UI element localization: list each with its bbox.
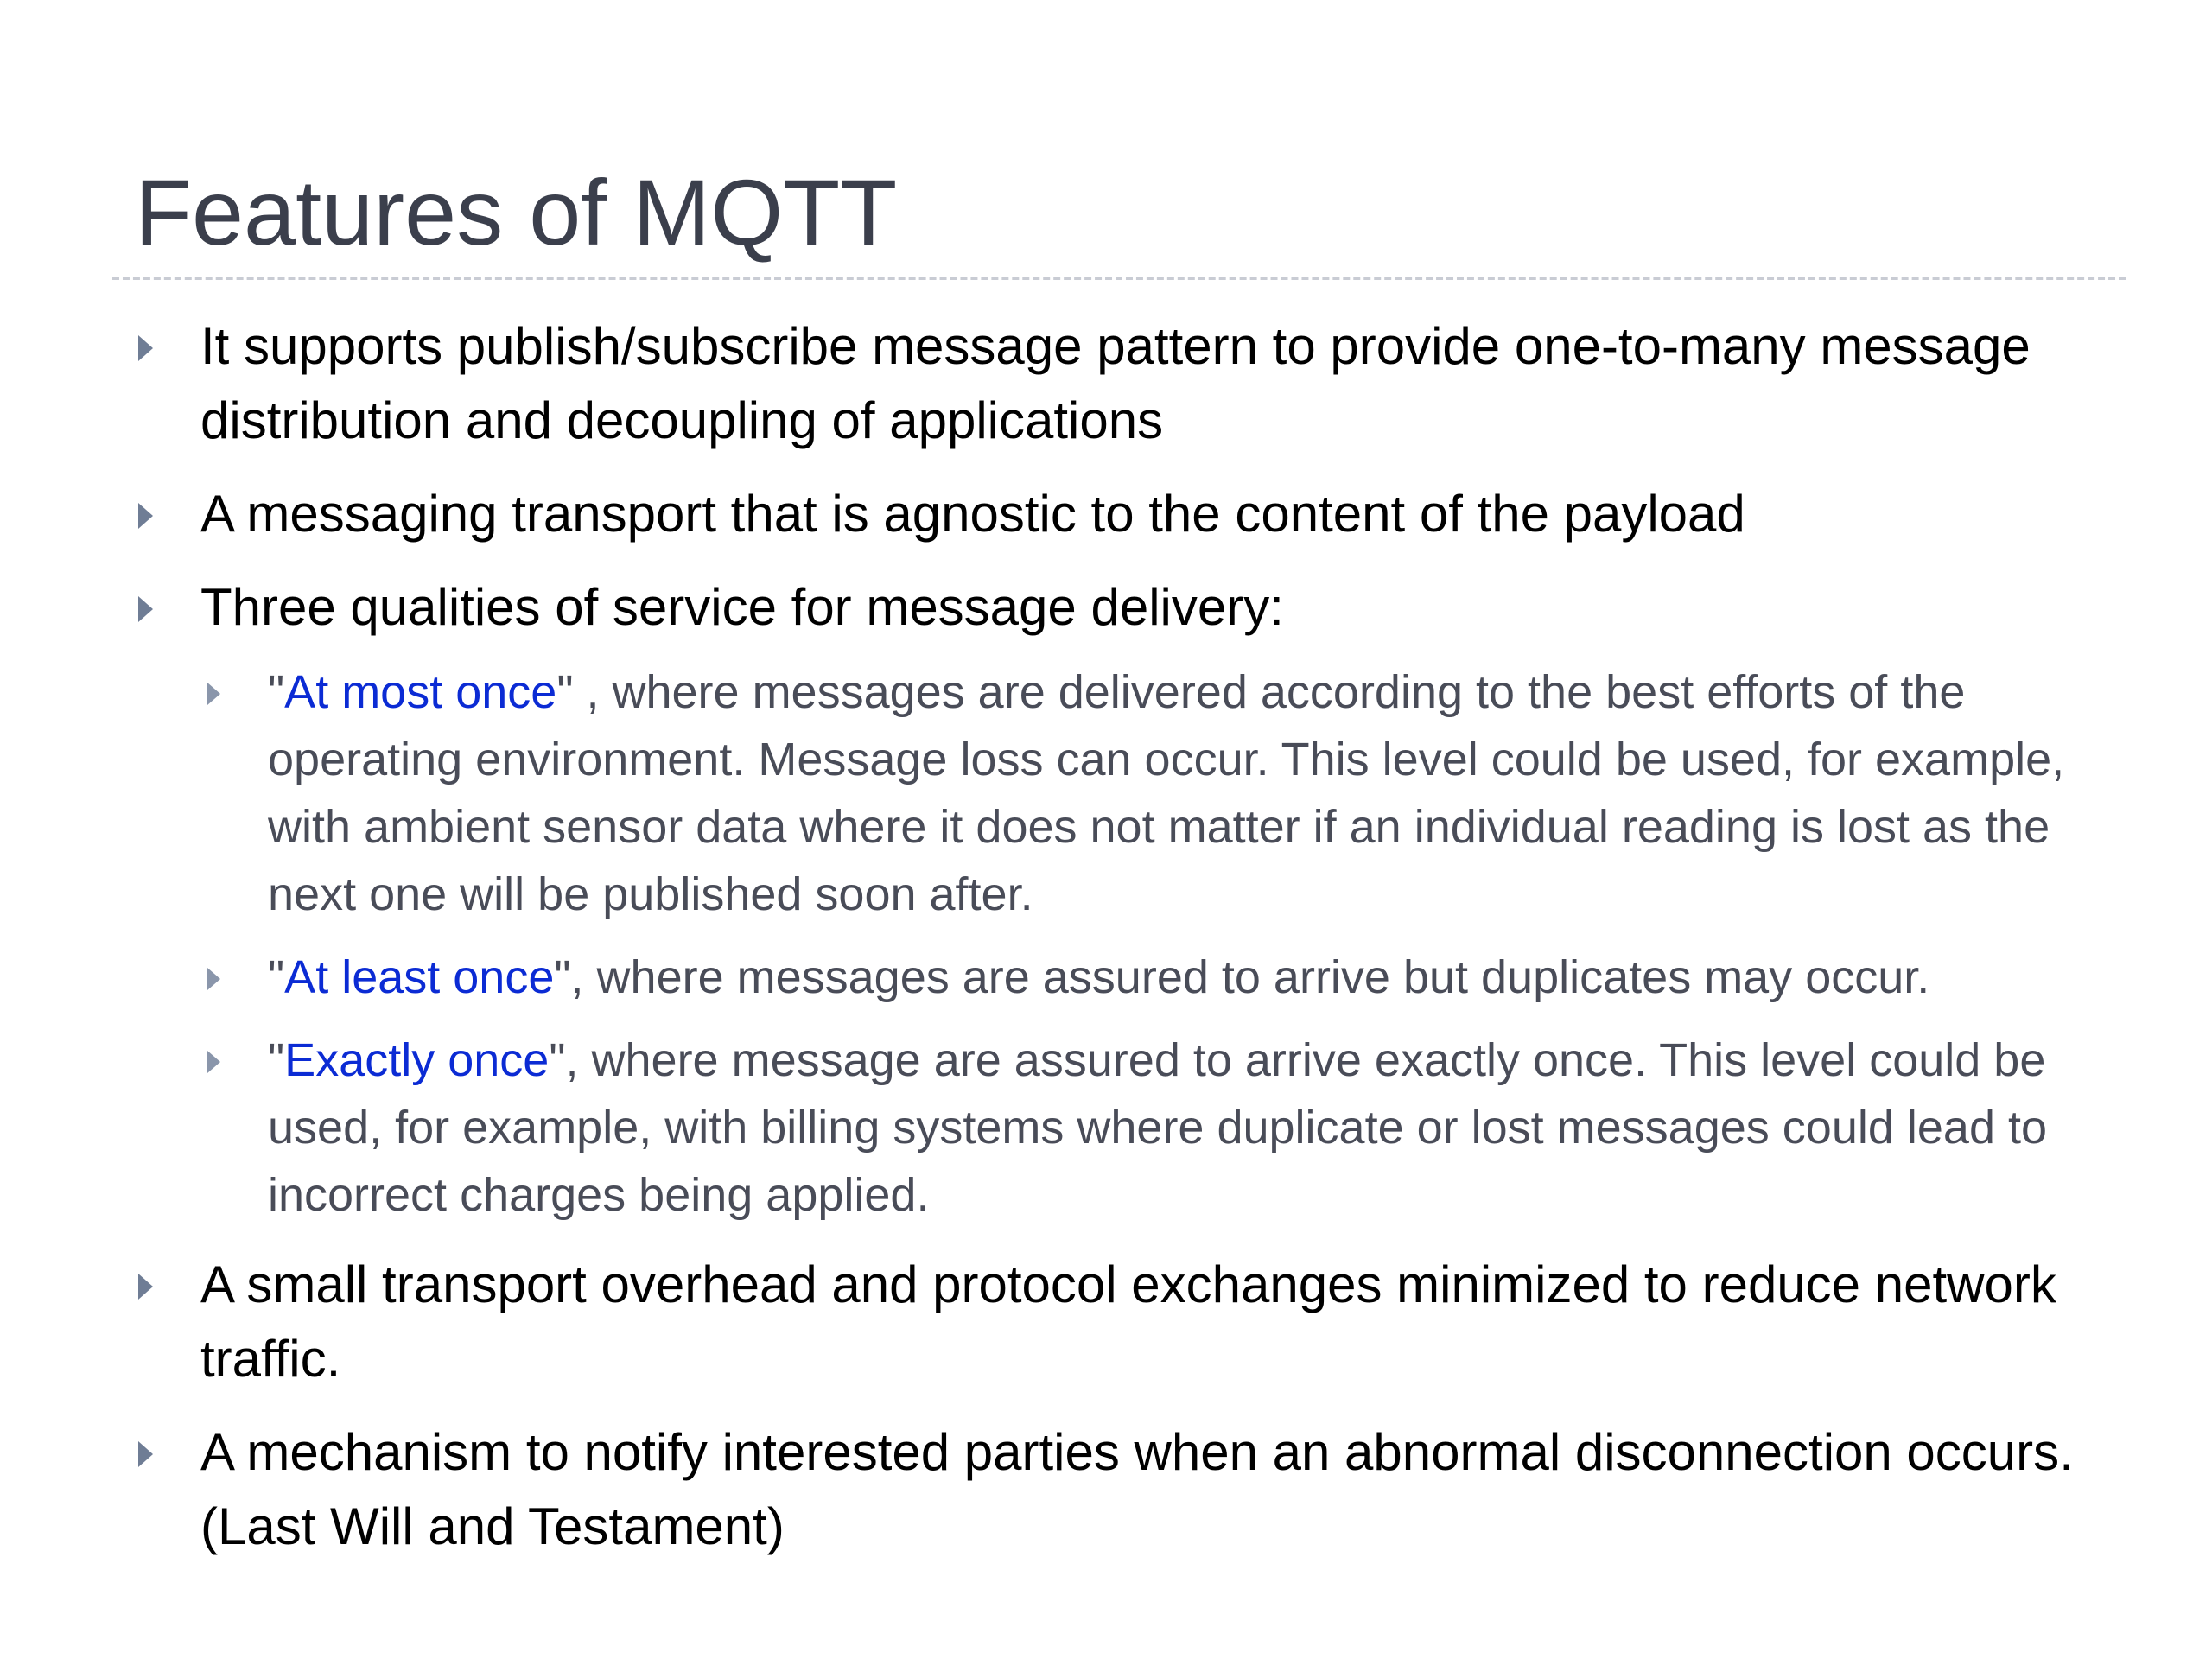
qos-name-highlight: Exactly once [284,1034,550,1086]
bullet-qos [135,570,2122,645]
triangle-bullet-icon [138,1441,153,1467]
qos-description: ", where messages are assured to arrive but duplicates may occur. [554,951,1930,1003]
quote-open: " [268,1034,285,1086]
qos-at-least-once [200,944,2122,1011]
bullet-text: A small transport overhead and protocol exchanges minimized to reduce network traffic. [200,1255,2056,1388]
quote-open: " [268,951,285,1003]
triangle-bullet-icon [138,1274,153,1300]
title-divider [112,276,2126,280]
triangle-bullet-icon [138,503,153,529]
qos-sub-list [200,658,2122,1229]
quote-open: " [268,666,285,718]
qos-exactly-once [200,1027,2122,1229]
qos-name-highlight: At most once [284,666,557,718]
triangle-bullet-icon [138,335,153,361]
bullet-text: Three qualities of service for message delivery: [200,578,1284,636]
slide-title: Features of MQTT [135,160,898,264]
qos-description: " , where messages are delivered according to the best efforts of the operating environment. Message loss can occur. This level could be used, for example, with ambient sensor data where it does not matter if an individual reading is lost as the next one will be published soon after. [268,666,2065,920]
bullet-text: A messaging transport that is agnostic to the content of the payload [200,485,1745,543]
bullet-text: A mechanism to notify interested parties when an abnormal disconnection occurs. (Last Will and Testament) [200,1423,2074,1555]
qos-description: ", where message are assured to arrive exactly once. This level could be used, for example, with billing systems where duplicate or lost messages could lead to incorrect charges being applied. [268,1034,2048,1221]
triangle-bullet-icon [207,683,220,705]
bullet-payload-agnostic [135,477,2122,551]
triangle-bullet-icon [207,968,220,990]
triangle-bullet-icon [207,1051,220,1073]
qos-at-most-once [200,658,2122,928]
triangle-bullet-icon [138,596,153,622]
bullet-last-will [135,1415,2122,1564]
bullet-list [135,309,2122,1583]
bullet-text: It supports publish/subscribe message pattern to provide one-to-many message distribution and decoupling of applications [200,317,2031,449]
bullet-small-overhead [135,1248,2122,1396]
bullet-publish-subscribe [135,309,2122,458]
qos-name-highlight: At least once [284,951,555,1003]
